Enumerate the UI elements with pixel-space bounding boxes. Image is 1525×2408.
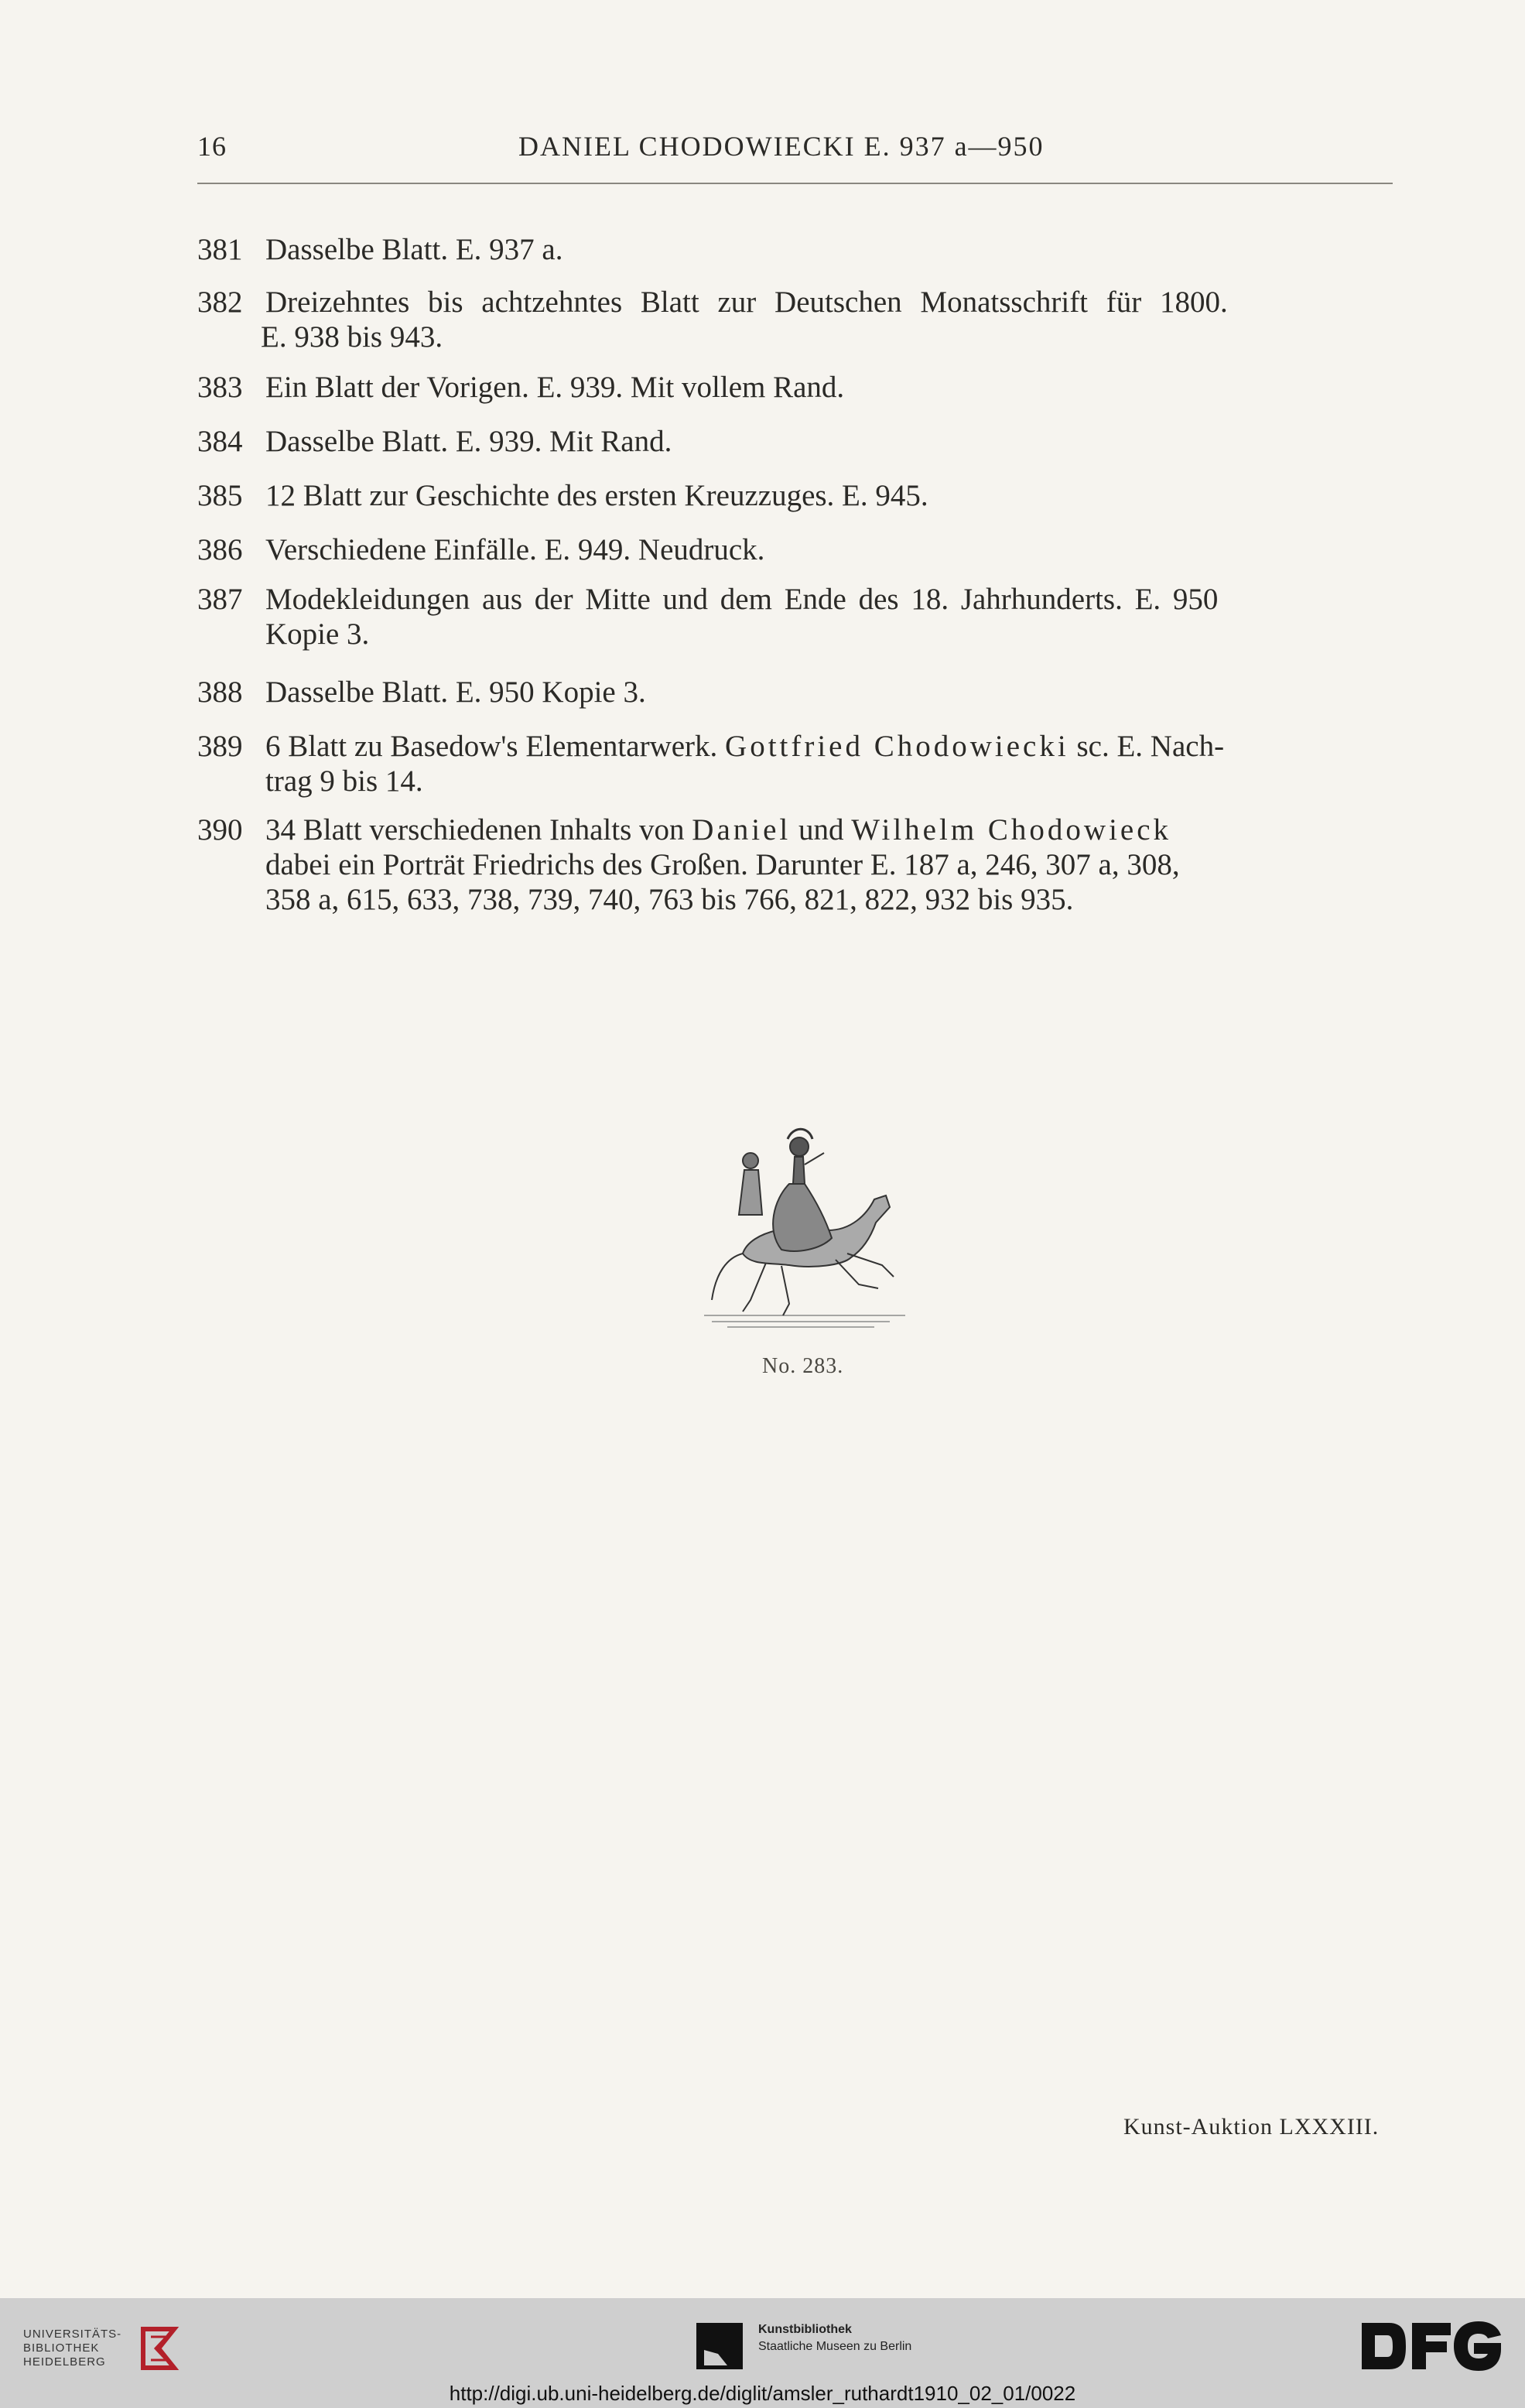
header-rule xyxy=(197,183,1393,184)
entry-text: 6 Blatt zu Basedow's Elementarwerk. Gottfried Chodowiecki sc. E. Nach- xyxy=(265,730,1225,763)
kunstbibliothek-logo-icon[interactable] xyxy=(696,2323,743,2369)
source-url[interactable]: http://digi.ub.uni-heidelberg.de/diglit/amsler_ruthardt1910_02_01/0022 xyxy=(449,2382,1076,2405)
figure-caption: No. 283. xyxy=(762,1354,844,1378)
entry-number: 384 xyxy=(197,425,243,458)
entry-number: 389 xyxy=(197,730,243,763)
footer-bar xyxy=(0,2298,1525,2408)
entry-text: Dreizehntes bis achtzehntes Blatt zur Deutschen Monatsschrift für 1800. xyxy=(265,286,1228,319)
entry-text: dabei ein Porträt Friedrichs des Großen. Darunter E. 187 a, 246, 307 a, 308, xyxy=(265,848,1180,881)
running-title: DANIEL CHODOWIECKI E. 937 a—950 xyxy=(518,131,1045,162)
equestrian-engraving-illustration xyxy=(696,1122,913,1346)
entry-text: Kopie 3. xyxy=(265,617,370,651)
entry-number: 390 xyxy=(197,813,243,847)
entry-number: 383 xyxy=(197,371,243,404)
entry-text: trag 9 bis 14. xyxy=(265,764,423,798)
entry-text: Dasselbe Blatt. E. 939. Mit Rand. xyxy=(265,425,672,458)
entry-text: Dasselbe Blatt. E. 937 a. xyxy=(265,233,563,266)
dfg-logo-icon[interactable] xyxy=(1358,2315,1505,2377)
entry-text: Modekleidungen aus der Mitte und dem Ende des 18. Jahrhunderts. E. 950 xyxy=(265,583,1219,616)
entry-number: 387 xyxy=(197,583,243,616)
university-library-logo-icon[interactable] xyxy=(135,2321,186,2376)
artist-name: Daniel xyxy=(692,813,792,847)
entry-number: 388 xyxy=(197,676,243,709)
page-number: 16 xyxy=(197,131,227,162)
entry-text: Ein Blatt der Vorigen. E. 939. Mit vollem Rand. xyxy=(265,371,845,404)
entry-text: 358 a, 615, 633, 738, 739, 740, 763 bis 766, 821, 822, 932 bis 935. xyxy=(265,883,1074,916)
entry-text: 12 Blatt zur Geschichte des ersten Kreuzzuges. E. 945. xyxy=(265,479,928,512)
auction-label: Kunst-Auktion LXXXIII. xyxy=(1123,2114,1380,2139)
entry-number: 381 xyxy=(197,233,243,266)
entry-text: E. 938 bis 943. xyxy=(261,320,443,354)
entry-text: 34 Blatt verschiedenen Inhalts von Daniel und Wilhelm Chodowieck xyxy=(265,813,1172,847)
entry-number: 382 xyxy=(197,286,243,319)
kunstbibliothek-label: Kunstbibliothek Staatliche Museen zu Berlin xyxy=(758,2323,912,2353)
artist-name: Wilhelm Chodowieck xyxy=(851,813,1172,847)
artist-name: Gottfried Chodowiecki xyxy=(725,730,1069,763)
entry-number: 385 xyxy=(197,479,243,512)
entry-text: Dasselbe Blatt. E. 950 Kopie 3. xyxy=(265,676,646,709)
entry-text: Verschiedene Einfälle. E. 949. Neudruck. xyxy=(265,533,765,566)
entry-number: 386 xyxy=(197,533,243,566)
university-library-name: UNIVERSITÄTS- BIBLIOTHEK HEIDELBERG xyxy=(23,2328,122,2369)
